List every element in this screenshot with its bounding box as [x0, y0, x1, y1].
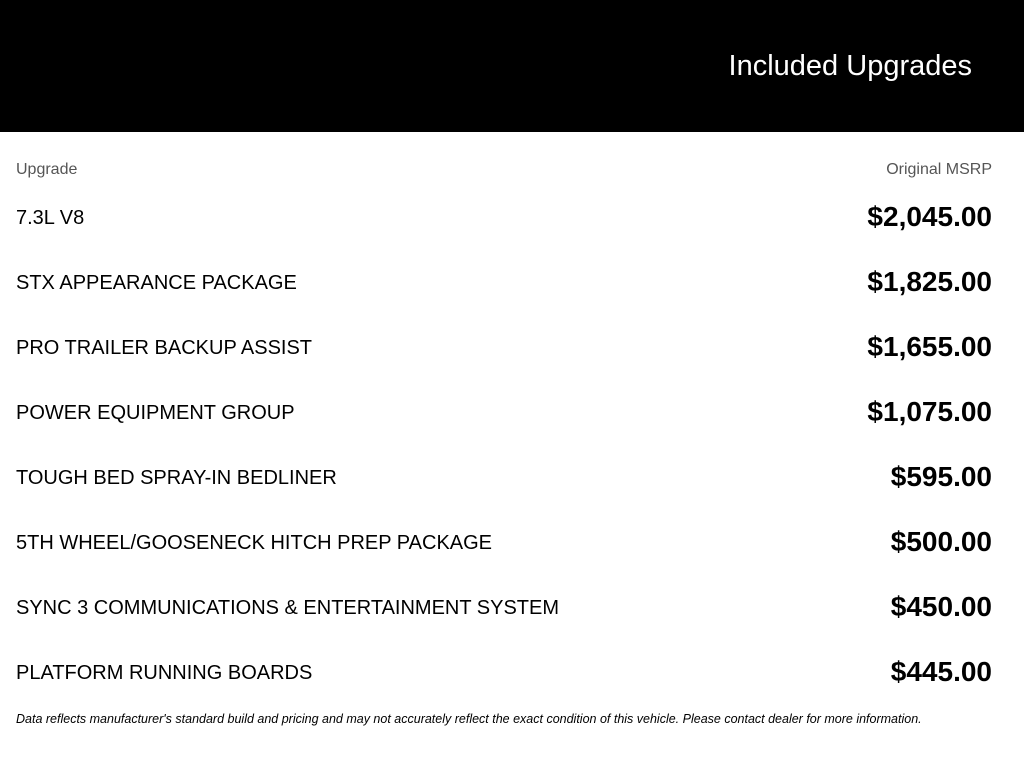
list-item — [16, 265, 992, 330]
list-item — [16, 590, 992, 655]
upgrade-name: 5TH WHEEL/GOOSENECK HITCH PREP PACKAGE — [16, 532, 493, 554]
column-headers — [16, 160, 992, 180]
upgrade-price: $450.00 — [890, 591, 992, 622]
list-item — [16, 200, 992, 265]
upgrades-list — [16, 200, 992, 720]
upgrade-price: $1,825.00 — [867, 266, 992, 297]
upgrade-name: PLATFORM RUNNING BOARDS — [16, 662, 313, 684]
upgrade-name: 7.3L V8 — [16, 207, 85, 229]
upgrade-price: $1,075.00 — [867, 396, 992, 427]
upgrade-price: $445.00 — [890, 656, 992, 687]
upgrade-price: $500.00 — [890, 526, 992, 557]
upgrade-price: $1,655.00 — [867, 331, 992, 362]
upgrade-name: SYNC 3 COMMUNICATIONS & ENTERTAINMENT SYSTEM — [16, 597, 560, 619]
upgrade-price: $2,045.00 — [867, 201, 992, 232]
page-header — [0, 0, 1024, 132]
column-header-upgrade: Upgrade — [16, 161, 78, 178]
disclaimer: Data reflects manufacturer's standard build and pricing and may not accurately reflect the exact condition of this vehicle. Please contact dealer for more information. — [16, 712, 922, 726]
list-item — [16, 330, 992, 395]
upgrade-name: PRO TRAILER BACKUP ASSIST — [16, 337, 313, 359]
list-item — [16, 395, 992, 460]
upgrade-price: $595.00 — [890, 461, 992, 492]
list-item — [16, 525, 992, 590]
list-item — [16, 460, 992, 525]
column-header-msrp: Original MSRP — [886, 161, 992, 178]
upgrade-name: POWER EQUIPMENT GROUP — [16, 402, 295, 424]
page-title: Included Upgrades — [728, 50, 972, 82]
upgrade-name: STX APPEARANCE PACKAGE — [16, 272, 297, 294]
upgrade-name: TOUGH BED SPRAY-IN BEDLINER — [16, 467, 337, 489]
